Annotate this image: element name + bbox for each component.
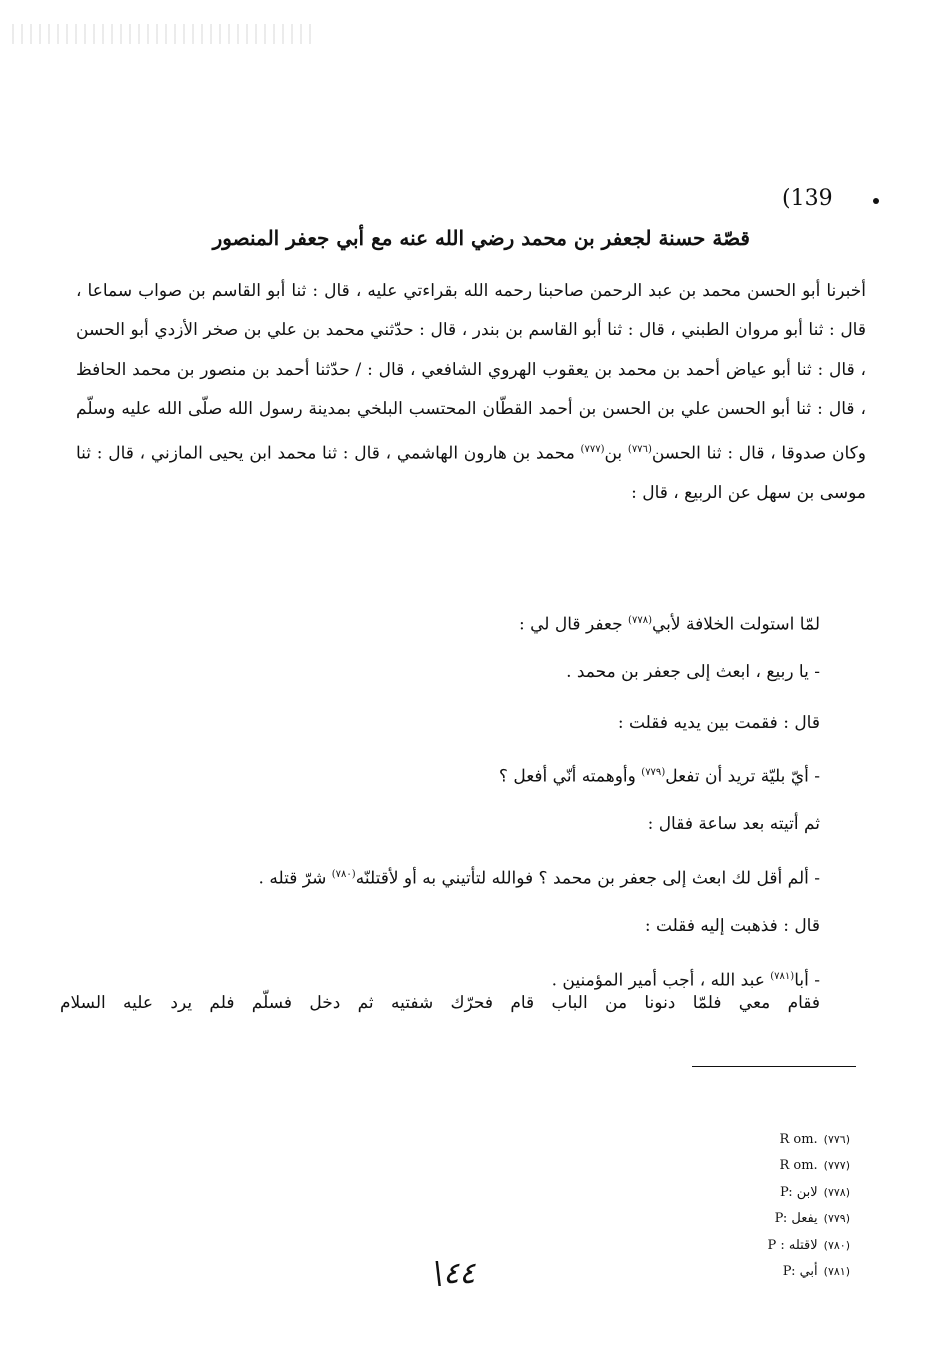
isnad-tail: محمد بن هارون الهاشمي ، قال : ثنا محمد ابن يحيى المازني ، قال : ثنا موسى بن سهل عن الربيع ، قال : bbox=[76, 443, 866, 503]
dialogue-line: - ألم أقل لك ابعث إلى جعفر بن محمد ؟ فوالله لتأتيني به أو لأقتلنّه$^{(٧٨٠)}$ شرّ قتله . bbox=[258, 868, 820, 889]
footnote bbox=[680, 1206, 850, 1233]
footnote-marker: (٧٧٨) bbox=[628, 615, 652, 626]
dialogue-line: ثم أتيته بعد ساعة فقال : bbox=[647, 814, 820, 835]
footnote bbox=[680, 1179, 850, 1206]
dialogue-line: - يا ربيع ، ابعث إلى جعفر بن محمد . bbox=[566, 661, 820, 682]
footnote bbox=[680, 1259, 850, 1286]
footnote bbox=[680, 1232, 850, 1259]
dialogue-block bbox=[90, 596, 820, 1002]
footnote bbox=[680, 1126, 850, 1153]
footnote-number: (٧٧٦) bbox=[823, 1132, 850, 1146]
footnote-marker: (٧٧٦) bbox=[627, 443, 652, 455]
footnote-divider bbox=[692, 1066, 856, 1067]
footnote-marker: (٧٨٠) bbox=[331, 868, 356, 880]
footnote-text: P: لابن bbox=[779, 1184, 818, 1200]
section-number: (139 bbox=[782, 186, 833, 211]
dialogue-line: قال : فذهبت إليه فقلت : bbox=[644, 915, 820, 936]
dialogue-line: لمّا استولت الخلافة لأبي$^{(٧٧٨)}$ جعفر قال لي : bbox=[519, 614, 820, 635]
isnad-paragraph bbox=[76, 272, 866, 513]
footnote-marker: (٧٨١) bbox=[770, 970, 795, 982]
footnote-text: P: يفعل bbox=[774, 1211, 818, 1227]
story-title: قصّة حسنة لجعفر بن محمد رضي الله عنه مع أبي جعفر المنصور bbox=[212, 226, 750, 250]
footnote-number: (٧٧٩) bbox=[823, 1212, 850, 1226]
folio-number: \٤٤ bbox=[433, 1256, 476, 1291]
isnad-word: بن bbox=[604, 443, 623, 464]
footnote-marker: (٧٧٧) bbox=[580, 443, 605, 455]
footnote bbox=[680, 1153, 850, 1180]
footnote-text: R om. bbox=[779, 1158, 818, 1174]
footnote-number: (٧٨٠) bbox=[823, 1238, 850, 1252]
footnote-number: (٧٧٧) bbox=[823, 1159, 850, 1173]
footnote-text: R om. bbox=[779, 1131, 818, 1147]
footnote-number: (٧٨١) bbox=[823, 1265, 850, 1279]
scan-artifact bbox=[12, 24, 312, 44]
footnote-marker: (٧٧٩) bbox=[641, 767, 666, 779]
dialogue-line: - أبا$^{(٧٨١)}$ عبد الله ، أجب أمير المؤمنين . bbox=[551, 970, 820, 991]
footnote-text: P : لاقتله bbox=[767, 1237, 818, 1253]
footnote-number: (٧٧٨) bbox=[823, 1185, 850, 1199]
dialogue-line: قال : فقمت بين يديه فقلت : bbox=[617, 712, 820, 733]
footnotes bbox=[680, 1126, 850, 1285]
closing-line: فقام معي فلمّا دنونا من الباب قام فحرّك شفتيه ثم دخل فسلّم فلم يرد عليه السلام bbox=[60, 993, 820, 1013]
dialogue-line: - أيّ بليّة تريد أن تفعل$^{(٧٧٩)}$ وأوهمته أنّي أفعل ؟ bbox=[498, 767, 820, 788]
footnote-text: P: أبي bbox=[782, 1264, 818, 1280]
margin-dot bbox=[873, 198, 879, 204]
isnad-text: أخبرنا أبو الحسن محمد بن عبد الرحمن صاحبنا رحمه الله بقراءتي عليه ، قال : ثنا أبو القاسم بن صواب سماعا ، قال : ثنا أبو مروان الطبني ، قال : ثنا أبو القاسم بن بندر ، قال : حدّثني محمد بن علي بن صخر الأزدي أبو الحسن ، قال : ثنا أبو عياض أحمد بن محمد بن يعقوب الهروي الشافعي ، قال : / حدّثنا أحمد بن منصور بن محمد الحافظ ، قال : ثنا أبو الحسن علي بن الحسن بن أحمد القطّان المحتسب البلخي بمدينة رسول الله صلّى الله عليه وسلّم وكان صدوقا ، قال : ثنا الحسن bbox=[76, 281, 866, 464]
